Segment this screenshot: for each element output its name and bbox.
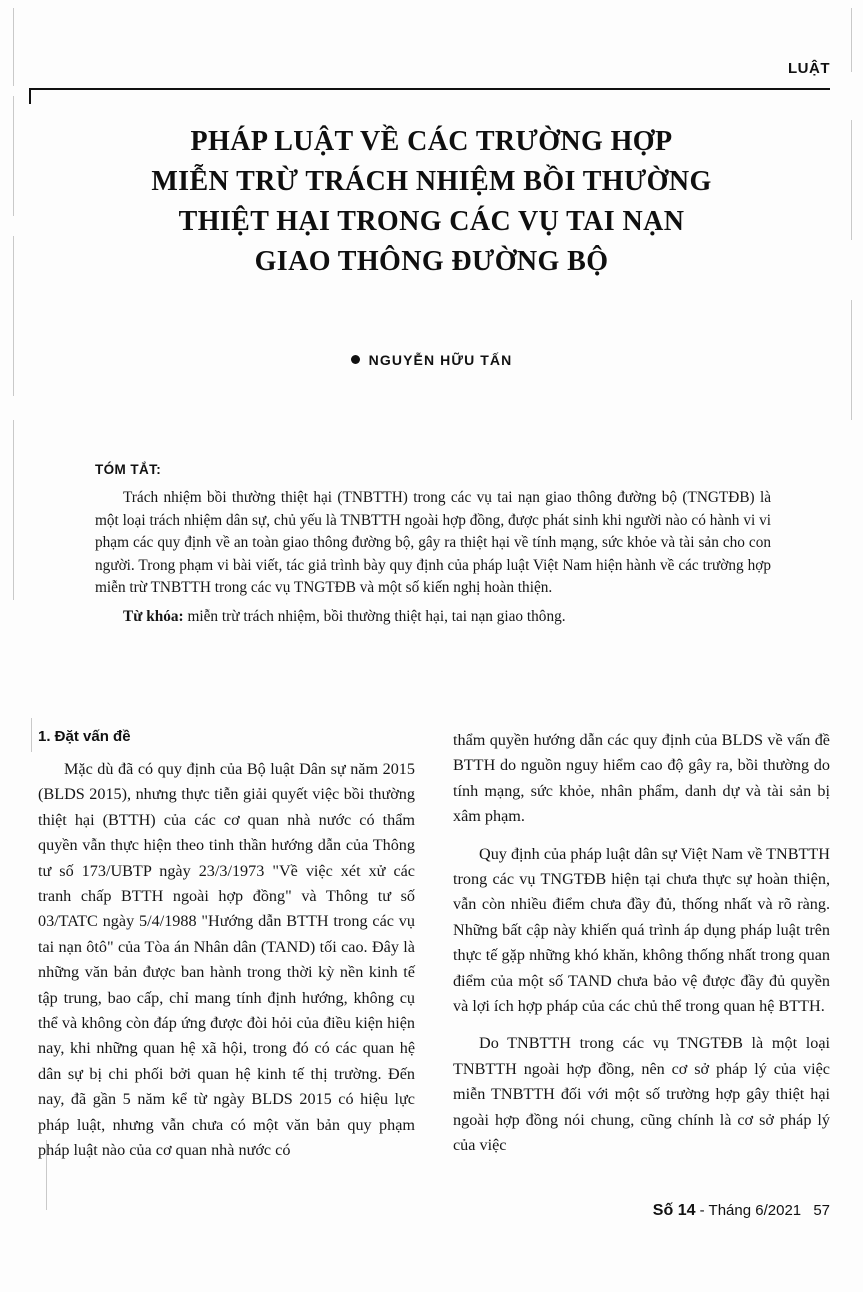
title-line-2: MIỄN TRỪ TRÁCH NHIỆM BỒI THƯỜNG — [151, 166, 712, 197]
paragraph: thẩm quyền hướng dẫn các quy định của BLDS về vấn đề BTTH do nguồn nguy hiểm cao độ gây ra, bồi thường do tính mạng, sức khỏe, nhân phẩm, danh dự và tài sản bị xâm phạm. — [453, 731, 830, 826]
bullet-icon — [351, 355, 360, 364]
title-line-1: PHÁP LUẬT VỀ CÁC TRƯỜNG HỢP — [190, 126, 673, 157]
page-number: 57 — [813, 1202, 830, 1219]
header-rule-tick — [29, 88, 31, 104]
page-footer — [653, 1202, 830, 1220]
title-line-3: THIỆT HẠI TRONG CÁC VỤ TAI NẠN — [178, 206, 685, 237]
page-title — [70, 122, 793, 282]
scan-artifact-line — [13, 8, 14, 86]
header-rule — [29, 88, 830, 90]
issue-number: Số 14 — [652, 1202, 696, 1219]
column-right — [453, 728, 830, 1188]
paragraph: Do TNBTTH trong các vụ TNGTĐB là một loại TNBTTH ngoài hợp đồng, nên cơ sở pháp lý của việc miễn TNBTTH đối với một số trường hợp gây thiệt hại ngoài hợp đồng nói chung, cũng chính là cơ sở pháp lý của việc — [453, 1034, 830, 1155]
author-name: NGUYỄN HỮU TẤN — [368, 352, 513, 368]
column-left — [38, 728, 415, 1188]
body-columns — [38, 728, 830, 1188]
scan-artifact-line — [851, 8, 852, 72]
title-line-4: GIAO THÔNG ĐƯỜNG BỘ — [254, 246, 609, 277]
abstract-body: Trách nhiệm bồi thường thiệt hại (TNBTTH) trong các vụ tai nạn giao thông đường bộ (TNGTĐB) là một loại trách nhiệm dân sự, chủ yếu là TNBTTH ngoài hợp đồng, được phát sinh khi người nào có hành vi vi phạm các quy định về an toàn giao thông đường bộ, gây ra thiệt hại về tính mạng, sức khỏe và tài sản cho con người. Trong phạm vi bài viết, tác giả trình bày quy định của pháp luật Việt Nam hiện hành về các trường hợp miễn trừ TNBTTH trong các vụ TNGTĐB và một số kiến nghị hoàn thiện. — [95, 489, 771, 596]
paragraph: Quy định của pháp luật dân sự Việt Nam về TNBTTH trong các vụ TNGTĐB hiện tại chưa thực sự hoàn thiện, vẫn còn nhiều điểm chưa đầy đủ, thống nhất và rõ ràng. Những bất cập này khiến quá trình áp dụng pháp luật trên thực tế gặp những khó khăn, không thống nhất trong quan điểm của một số TAND chưa bảo vệ được đầy đủ quyền và lợi ích hợp pháp của các chủ thể trong quan hệ BTTH. — [453, 844, 830, 1016]
keywords-label: Từ khóa: — [123, 607, 184, 625]
paragraph: Mặc dù đã có quy định của Bộ luật Dân sự năm 2015 (BLDS 2015), nhưng thực tiễn giải quyết việc bồi thường thiệt hại (BTTH) của các cơ quan nhà nước có thẩm quyền vẫn thực hiện theo tinh thần hướng dẫn của Thông tư số 173/UBTP ngày 23/3/1973 "Về việc xét xử các tranh chấp BTTH ngoài hợp đồng" và Thông tư số 03/TATC ngày 5/4/1988 "Hướng dẫn BTTH trong các vụ tai nạn ôtô" của Tòa án Nhân dân (TAND) tối cao. Đây là những văn bản được ban hành trong thời kỳ nền kinh tế tập trung, bao cấp, chỉ mang tính định hướng, không cụ thể và không còn đáp ứng được đòi hỏi của điều kiện hiện nay, khi những quan hệ xã hội, trong đó có các quan hệ dân sự bị chi phối bởi quan hệ kinh tế thị trường. Đến nay, đã gần 5 năm kể từ ngày BLDS 2015 có hiệu lực pháp luật, nhưng vẫn chưa có một văn bản quy phạm pháp luật nào của cơ quan nhà nước có — [38, 760, 415, 1160]
page-header — [29, 60, 830, 98]
section-label: LUẬT — [788, 60, 830, 77]
scan-artifact-line — [851, 120, 852, 240]
section-heading: 1. Đặt vấn đề — [38, 728, 131, 745]
scan-artifact-line — [31, 718, 32, 752]
keywords-value: miễn trừ trách nhiệm, bồi thường thiệt hại, tai nạn giao thông. — [187, 607, 566, 625]
scan-artifact-line — [13, 236, 14, 396]
scan-artifact-line — [13, 96, 14, 216]
abstract-block — [95, 462, 771, 628]
keywords-line — [95, 606, 771, 629]
issue-date: - Tháng 6/2021 — [699, 1202, 802, 1219]
author-byline — [0, 352, 863, 368]
scan-artifact-line — [13, 420, 14, 600]
abstract-heading: TÓM TẮT: — [95, 462, 162, 477]
